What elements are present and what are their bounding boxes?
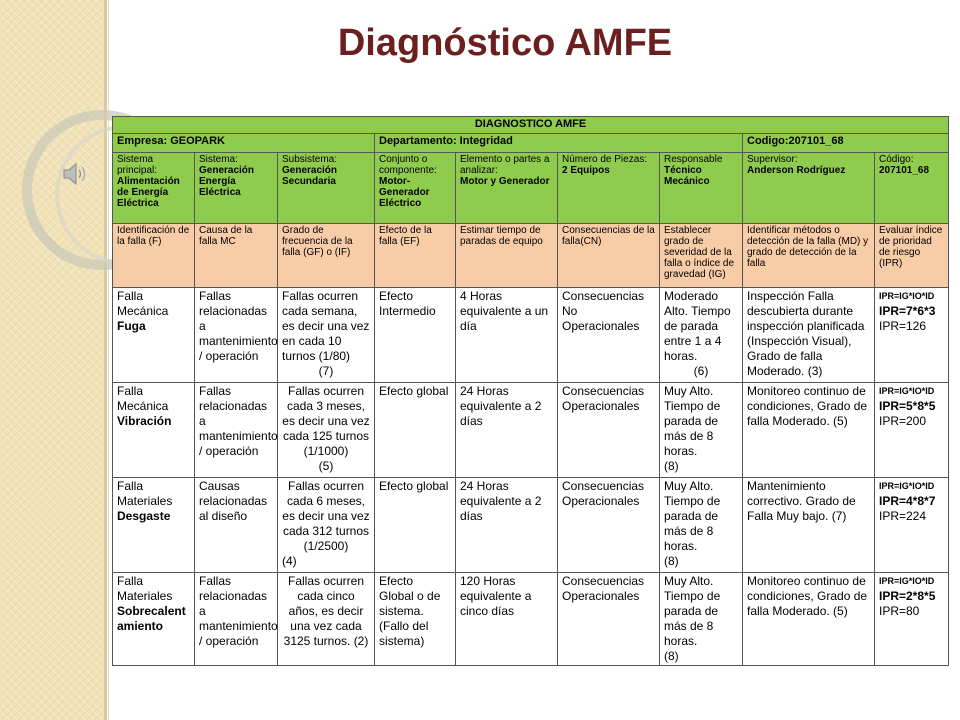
efecto-cell: Efecto Global o de sistema. (Fallo del sistema) <box>375 573 456 666</box>
elemento-cell: Elemento o partes a analizar: Motor y Generador <box>456 153 558 224</box>
deteccion-cell: Mantenimiento correctivo. Grado de Falla Muy bajo. (7) <box>743 478 875 573</box>
tiempo-cell: 24 Horas equivalente a 2 días <box>456 383 558 478</box>
deteccion-cell: Monitoreo continuo de condiciones, Grado de falla Moderado. (5) <box>743 383 875 478</box>
frecuencia-cell: Fallas ocurren cada semana, es decir una vez en cada 10 turnos (1/80) (7) <box>278 288 375 383</box>
sistema-cell: Sistema: Generación Energía Eléctrica <box>195 153 278 224</box>
amfe-table <box>112 116 949 666</box>
table-row <box>113 478 949 573</box>
codigo-sys-cell: Código: 207101_68 <box>875 153 949 224</box>
table-title: DIAGNOSTICO AMFE <box>113 117 949 134</box>
efecto-cell: Efecto Intermedio <box>375 288 456 383</box>
header-consecuencias: Consecuencias de la falla(CN) <box>558 224 660 288</box>
empresa-cell: Empresa: GEOPARK <box>113 134 375 153</box>
header-frecuencia: Grado de frecuencia de la falla (GF) o (IF) <box>278 224 375 288</box>
conjunto-cell: Conjunto o componente: Motor-Generador Eléctrico <box>375 153 456 224</box>
tiempo-cell: 4 Horas equivalente a un día <box>456 288 558 383</box>
ipr-cell: IPR=IG*IO*ID IPR=2*8*5 IPR=80 <box>875 573 949 666</box>
responsable-cell: Responsable Técnico Mecánico <box>660 153 743 224</box>
causa-cell: Causas relacionadas al diseño <box>195 478 278 573</box>
header-tiempo: Estimar tiempo de paradas de equipo <box>456 224 558 288</box>
header-efecto: Efecto de la falla (EF) <box>375 224 456 288</box>
causa-cell: Fallas relacionadas a mantenimiento / operación <box>195 573 278 666</box>
table-row <box>113 383 949 478</box>
frecuencia-cell: Fallas ocurren cada 6 meses, es decir una vez cada 312 turnos (1/2500) (4) <box>278 478 375 573</box>
slide-title: Diagnóstico AMFE <box>337 22 673 64</box>
causa-cell: Fallas relacionadas a mantenimiento / operación <box>195 383 278 478</box>
ipr-cell: IPR=IG*IO*ID IPR=4*8*7 IPR=224 <box>875 478 949 573</box>
header-causa: Causa de la falla MC <box>195 224 278 288</box>
header-ipr: Evaluar índice de prioridad de riesgo (IPR) <box>875 224 949 288</box>
consecuencias-cell: Consecuencias Operacionales <box>558 383 660 478</box>
header-deteccion: Identificar métodos o detección de la falla (MD) y grado de detección de la falla <box>743 224 875 288</box>
deteccion-cell: Monitoreo continuo de condiciones, Grado de falla Moderado. (5) <box>743 573 875 666</box>
consecuencias-cell: Consecuencias Operacionales <box>558 573 660 666</box>
supervisor-cell: Supervisor: Anderson Rodríguez <box>743 153 875 224</box>
table-row <box>113 573 949 666</box>
ipr-cell: IPR=IG*IO*ID IPR=5*8*5 IPR=200 <box>875 383 949 478</box>
consecuencias-cell: Consecuencias No Operacionales <box>558 288 660 383</box>
frecuencia-cell: Fallas ocurren cada 3 meses, es decir una vez cada 125 turnos (1/1000) (5) <box>278 383 375 478</box>
falla-cell: Falla Materiales Desgaste <box>113 478 195 573</box>
departamento-cell: Departamento: Integridad <box>375 134 743 153</box>
severidad-cell: Muy Alto. Tiempo de parada de más de 8 horas. (8) <box>660 383 743 478</box>
falla-cell: Falla Materiales Sobrecalentamiento <box>113 573 195 666</box>
codigo-cell: Codigo:207101_68 <box>743 134 949 153</box>
consecuencias-cell: Consecuencias Operacionales <box>558 478 660 573</box>
table-row <box>113 288 949 383</box>
decorative-sidebar <box>0 0 104 720</box>
deteccion-cell: Inspección Falla descubierta durante inspección planificada (Inspección Visual), Grado de falla Moderado. (3) <box>743 288 875 383</box>
sistema-principal-cell: Sistema principal: Alimentación de Energía Eléctrica <box>113 153 195 224</box>
sidebar-divider <box>104 0 107 720</box>
header-identificacion: Identificación de la falla (F) <box>113 224 195 288</box>
severidad-cell: Muy Alto. Tiempo de parada de más de 8 horas. (8) <box>660 573 743 666</box>
efecto-cell: Efecto global <box>375 478 456 573</box>
piezas-cell: Número de Piezas: 2 Equipos <box>558 153 660 224</box>
frecuencia-cell: Fallas ocurren cada cinco años, es decir una vez cada 3125 turnos. (2) <box>278 573 375 666</box>
falla-cell: Falla Mecánica Fuga <box>113 288 195 383</box>
tiempo-cell: 24 Horas equivalente a 2 días <box>456 478 558 573</box>
speaker-icon[interactable] <box>62 162 88 186</box>
efecto-cell: Efecto global <box>375 383 456 478</box>
falla-cell: Falla Mecánica Vibración <box>113 383 195 478</box>
tiempo-cell: 120 Horas equivalente a cinco días <box>456 573 558 666</box>
severidad-cell: Moderado Alto. Tiempo de parada entre 1 a 4 horas. (6) <box>660 288 743 383</box>
subsistema-cell: Subsistema: Generación Secundaria <box>278 153 375 224</box>
sidebar-divider-thin <box>108 0 109 720</box>
severidad-cell: Muy Alto. Tiempo de parada de más de 8 horas. (8) <box>660 478 743 573</box>
causa-cell: Fallas relacionadas a mantenimiento / operación <box>195 288 278 383</box>
ipr-cell: IPR=IG*IO*ID IPR=7*6*3 IPR=126 <box>875 288 949 383</box>
header-severidad: Establecer grado de severidad de la falla o índice de gravedad (IG) <box>660 224 743 288</box>
